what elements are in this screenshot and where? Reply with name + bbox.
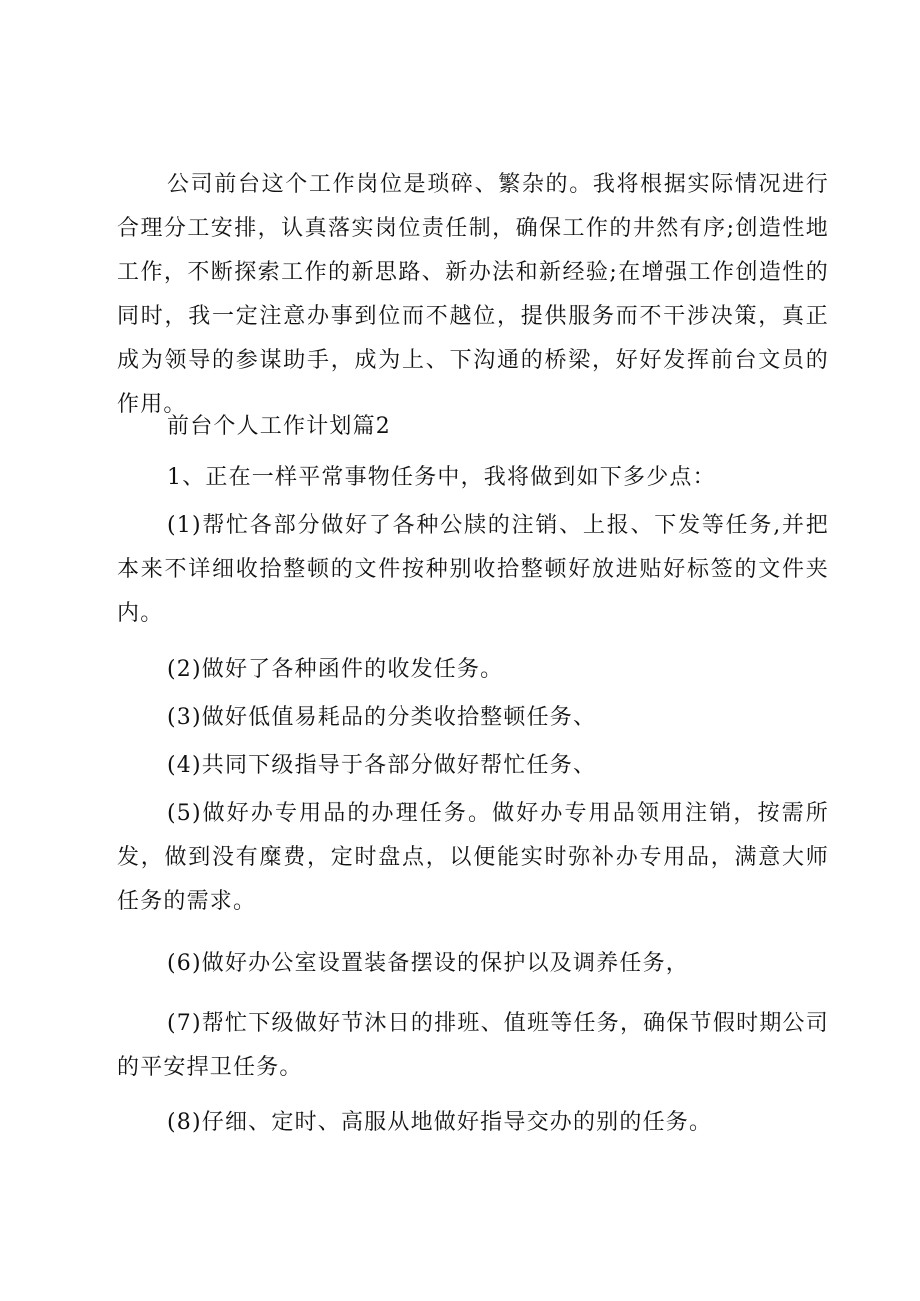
- list-item-1: (1)帮忙各部分做好了各种公牍的注销、上报、下发等任务,并把本来不详细收拾整顿的文件按种别收拾整顿好放进贴好标签的文件夹内。: [117, 513, 829, 626]
- list-item-3: (3)做好低值易耗品的分类收拾整顿任务、: [167, 705, 597, 730]
- list-item-5: (5)做好办专用品的办理任务。做好办专用品领用注销，按需所发，做到没有糜费，定时盘点，以便能实时弥补办专用品，满意大师任务的需求。: [117, 801, 829, 914]
- list-item-6: (6)做好办公室设置装备摆设的保护以及调养任务，: [167, 951, 689, 976]
- list-item-8: (8)仔细、定时、高服从地做好指导交办的别的任务。: [167, 1110, 713, 1135]
- list-item-4: (4)共同下级指导于各部分做好帮忙任务、: [167, 753, 597, 778]
- list-item-2: (2)做好了各种函件的收发任务。: [167, 657, 504, 682]
- point-1: 1、正在一样平常事物任务中，我将做到如下多少点：: [167, 465, 716, 490]
- intro-paragraph: 公司前台这个工作岗位是琐碎、繁杂的。我将根据实际情况进行合理分工安排，认真落实岗位责任制，确保工作的井然有序;创造性地工作，不断探索工作的新思路、新办法和新经验;在增强工作创造性的同时，我一定注意办事到位而不越位，提供服务而不干涉决策，真正成为领导的参谋助手，成为上、下沟通的桥梁，好好发挥前台文员的作用。: [117, 172, 829, 417]
- section-heading: 前台个人工作计划篇2: [167, 414, 391, 439]
- list-item-7: (7)帮忙下级做好节沐日的排班、值班等任务，确保节假时期公司的平安捍卫任务。: [117, 1011, 829, 1080]
